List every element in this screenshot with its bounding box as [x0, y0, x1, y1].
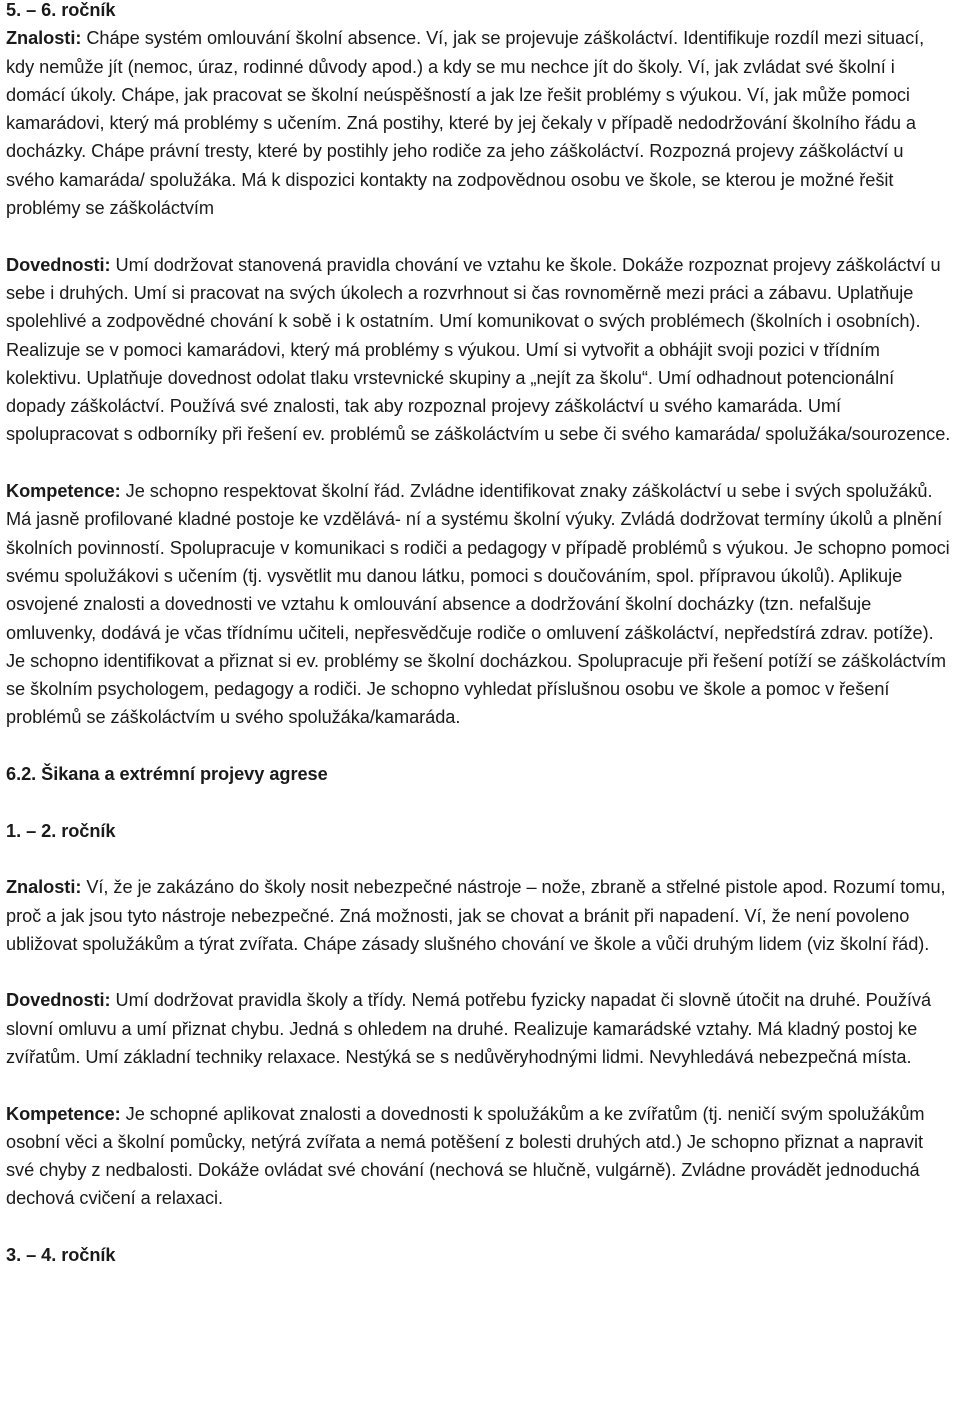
paragraph-knowledge-5-6: [6, 24, 954, 222]
text-knowledge: Chápe systém omlouvání školní absence. Ví, jak se projevuje záškoláctví. Identifikuje rozdíl mezi situací, kdy nemůže jít (nemoc, úraz, rodinné důvody apod.) a kdy se mu nechce jít do školy. Ví, jak zvládat své školní i domácí úkoly. Chápe, jak pracovat se školní neúspěšností a jak lze řešit problémy s výukou. Ví, jak může pomoci kamarádovi, který má problémy s učením. Zná postihy, které by jej čekaly v případě nedodržování školního řádu a docházky. Chápe právní tresty, které by postihly jeho rodiče za jeho záškoláctví. Rozpozná projevy záškoláctví u svého kamaráda/ spolužáka. Má k dispozici kontakty na zodpovědnou osobu ve škole, se kterou je možné řešit problémy se záškoláctvím: [6, 28, 925, 219]
spacer: [6, 732, 954, 760]
paragraph-knowledge-1-2: [6, 873, 954, 958]
label-competence: Kompetence:: [6, 1103, 121, 1124]
text-skills: Umí dodržovat pravidla školy a třídy. Nemá potřebu fyzicky napadat či slovně útočit na druhé. Používá slovní omluvu a umí přiznat chybu. Jedná s ohledem na druhé. Realizuje kamarádské vztahy. Má kladný postoj ke zvířatům. Umí základní techniky relaxace. Nestýká se s nedůvěryhodnými lidmi. Nevyhledává nebezpečná místa.: [6, 990, 932, 1067]
text-skills: Umí dodržovat stanovená pravidla chování ve vztahu ke škole. Dokáže rozpoznat projevy záškoláctví u sebe i druhých. Umí si pracovat na svých úkolech a rozvrhnout si čas rovnoměrně mezi práci a zábavu. Uplatňuje spolehlivé a zodpovědné chování k sobě i k ostatním. Umí komunikovat o svých problémech (školních i osobních). Realizuje se v pomoci kamarádovi, který má problémy s výukou. Umí si vytvořit a obhájit svoji pozici v třídním kolektivu. Uplatňuje dovednost odolat tlaku vrstevnické skupiny a „nejít za školu“. Umí odhadnout potencionální dopady záškoláctví. Používá své znalosti, tak aby rozpoznal projevy záškoláctví u svého kamaráda. Umí spolupracovat s odborníky při řešení ev. problémů se záškoláctvím u sebe či svého kamaráda/ spolužáka/sourozence.: [6, 254, 951, 445]
paragraph-skills-5-6: [6, 251, 954, 449]
spacer: [6, 449, 954, 477]
label-skills: Dovednosti:: [6, 990, 111, 1011]
heading-grade-1-2: 1. – 2. ročník: [6, 820, 116, 841]
heading-grade-3-4: 3. – 4. ročník: [6, 1245, 116, 1266]
text-knowledge: Ví, že je zakázáno do školy nosit nebezpečné nástroje – nože, zbraně a střelné pistole apod. Rozumí tomu, proč a jak jsou tyto nástroje nebezpečné. Zná možnosti, jak se chovat a bránit při napadení. Ví, že není povoleno ubližovat spolužákům a týrat zvířata. Chápe zásady slušného chování ve škole a vůči druhým lidem (viz školní řád).: [6, 877, 946, 954]
text-competence: Je schopno respektovat školní řád. Zvládne identifikovat znaky záškoláctví u sebe i svých spolužáků. Má jasně profilované kladné postoje ke vzdělává- ní a systému školní výuky. Zvládá dodržovat termíny úkolů a plnění školních povinností. Spolupracuje v komunikaci s rodiči a pedagogy v případě problémů s výukou. Je schopno pomoci svému spolužákovi s učením (tj. vysvětlit mu danou látku, pomoci s doučováním, spol. přípravou úkolů). Aplikuje osvojené znalosti a dovednosti ve vztahu k omlouvání absence a dodržování školní docházky (tzn. nefalšuje omluvenky, dodává je včas třídnímu učiteli, nepřesvědčuje rodiče o omluvení záškoláctví, nepředstírá zdrav. potíže). Je schopno identifikovat a přiznat si ev. problémy se školní docházkou. Spolupracuje při řešení potíží se záškoláctvím se školním psychologem, pedagogy a rodiči. Je schopno vyhledat příslušnou osobu ve škole a pomoc v řešení problémů se záškoláctvím u svého spolužáka/kamaráda.: [6, 481, 950, 728]
label-skills: Dovednosti:: [6, 254, 111, 275]
paragraph-competence-1-2: [6, 1100, 954, 1213]
spacer: [6, 845, 954, 873]
heading-grade-5-6: 5. – 6. ročník: [6, 0, 116, 20]
paragraph-skills-1-2: [6, 986, 954, 1071]
spacer: [6, 958, 954, 986]
text-competence: Je schopné aplikovat znalosti a dovednosti k spolužákům a ke zvířatům (tj. neničí svým spolužákům osobní věci a školní pomůcky, netýrá zvířata a nemá potěšení z bolesti druhých atd.) Je schopno přiznat a napravit své chyby z nedbalosti. Dokáže ovládat své chování (nechová se hlučně, vulgárně). Zvládne provádět jednoduchá dechová cvičení a relaxaci.: [6, 1103, 925, 1209]
label-knowledge: Znalosti:: [6, 28, 82, 49]
label-knowledge: Znalosti:: [6, 877, 82, 898]
label-competence: Kompetence:: [6, 481, 121, 502]
spacer: [6, 788, 954, 816]
paragraph-competence-5-6: [6, 477, 954, 732]
heading-section-6-2: 6.2. Šikana a extrémní projevy agrese: [6, 764, 328, 785]
spacer: [6, 1213, 954, 1241]
spacer: [6, 222, 954, 250]
spacer: [6, 1071, 954, 1099]
